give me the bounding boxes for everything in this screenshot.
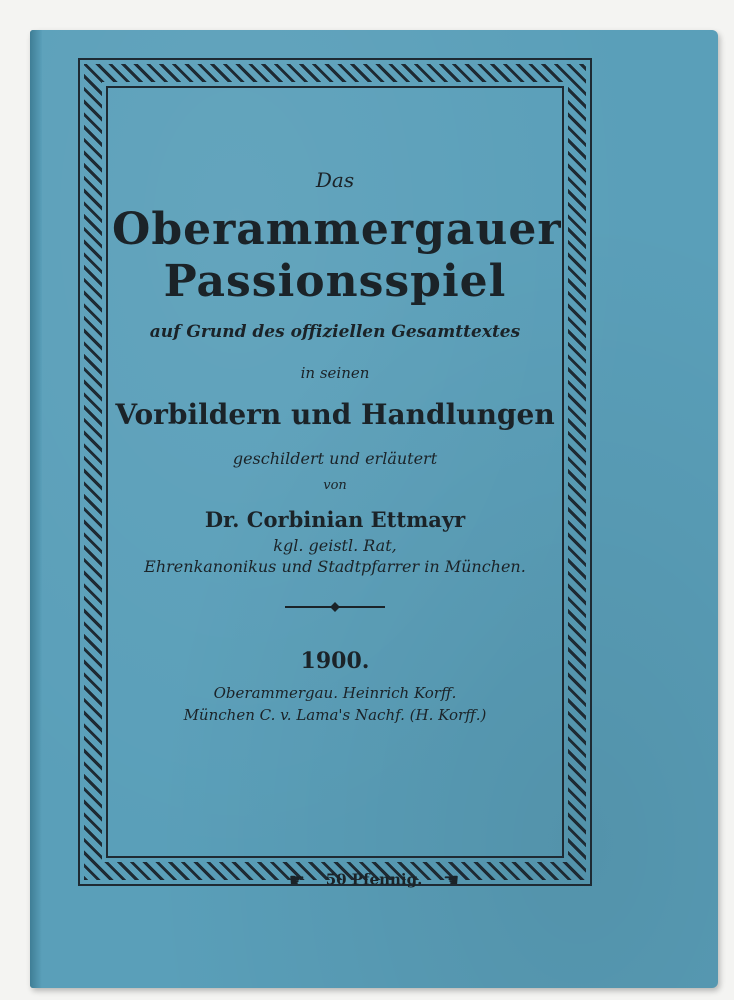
in-seinen-text: in seinen <box>300 364 370 382</box>
price-line <box>30 870 718 891</box>
divider-ornament <box>285 602 385 612</box>
book-spine <box>30 30 42 988</box>
pointing-hand-left-icon: ☚ <box>443 870 460 891</box>
pointing-hand-right-icon: ☛ <box>288 870 305 891</box>
title-line-2: Passionsspiel <box>163 256 507 307</box>
price-text: 50 Pfennig. <box>325 870 423 889</box>
subtitle: auf Grund des offiziellen Gesamttextes <box>149 322 521 342</box>
title-article: Das <box>315 168 355 192</box>
description-text: geschildert und erläutert <box>232 449 438 468</box>
title-block <box>112 100 562 724</box>
author-role-1: kgl. geistl. Rat, <box>273 536 397 555</box>
by-text: von <box>323 478 347 493</box>
publisher-line-2: München C. v. Lama's Nachf. (H. Korff.) <box>183 706 487 724</box>
title-line-1: Oberammergauer <box>112 204 562 255</box>
author-role-2: Ehrenkanonikus und Stadtpfarrer in München. <box>144 557 526 576</box>
publisher-line-1: Oberammergau. Heinrich Korff. <box>213 684 457 702</box>
topic-heading: Vorbildern und Handlungen <box>115 398 555 431</box>
publication-year: 1900. <box>300 648 370 674</box>
author-name: Dr. Corbinian Ettmayr <box>204 507 466 532</box>
